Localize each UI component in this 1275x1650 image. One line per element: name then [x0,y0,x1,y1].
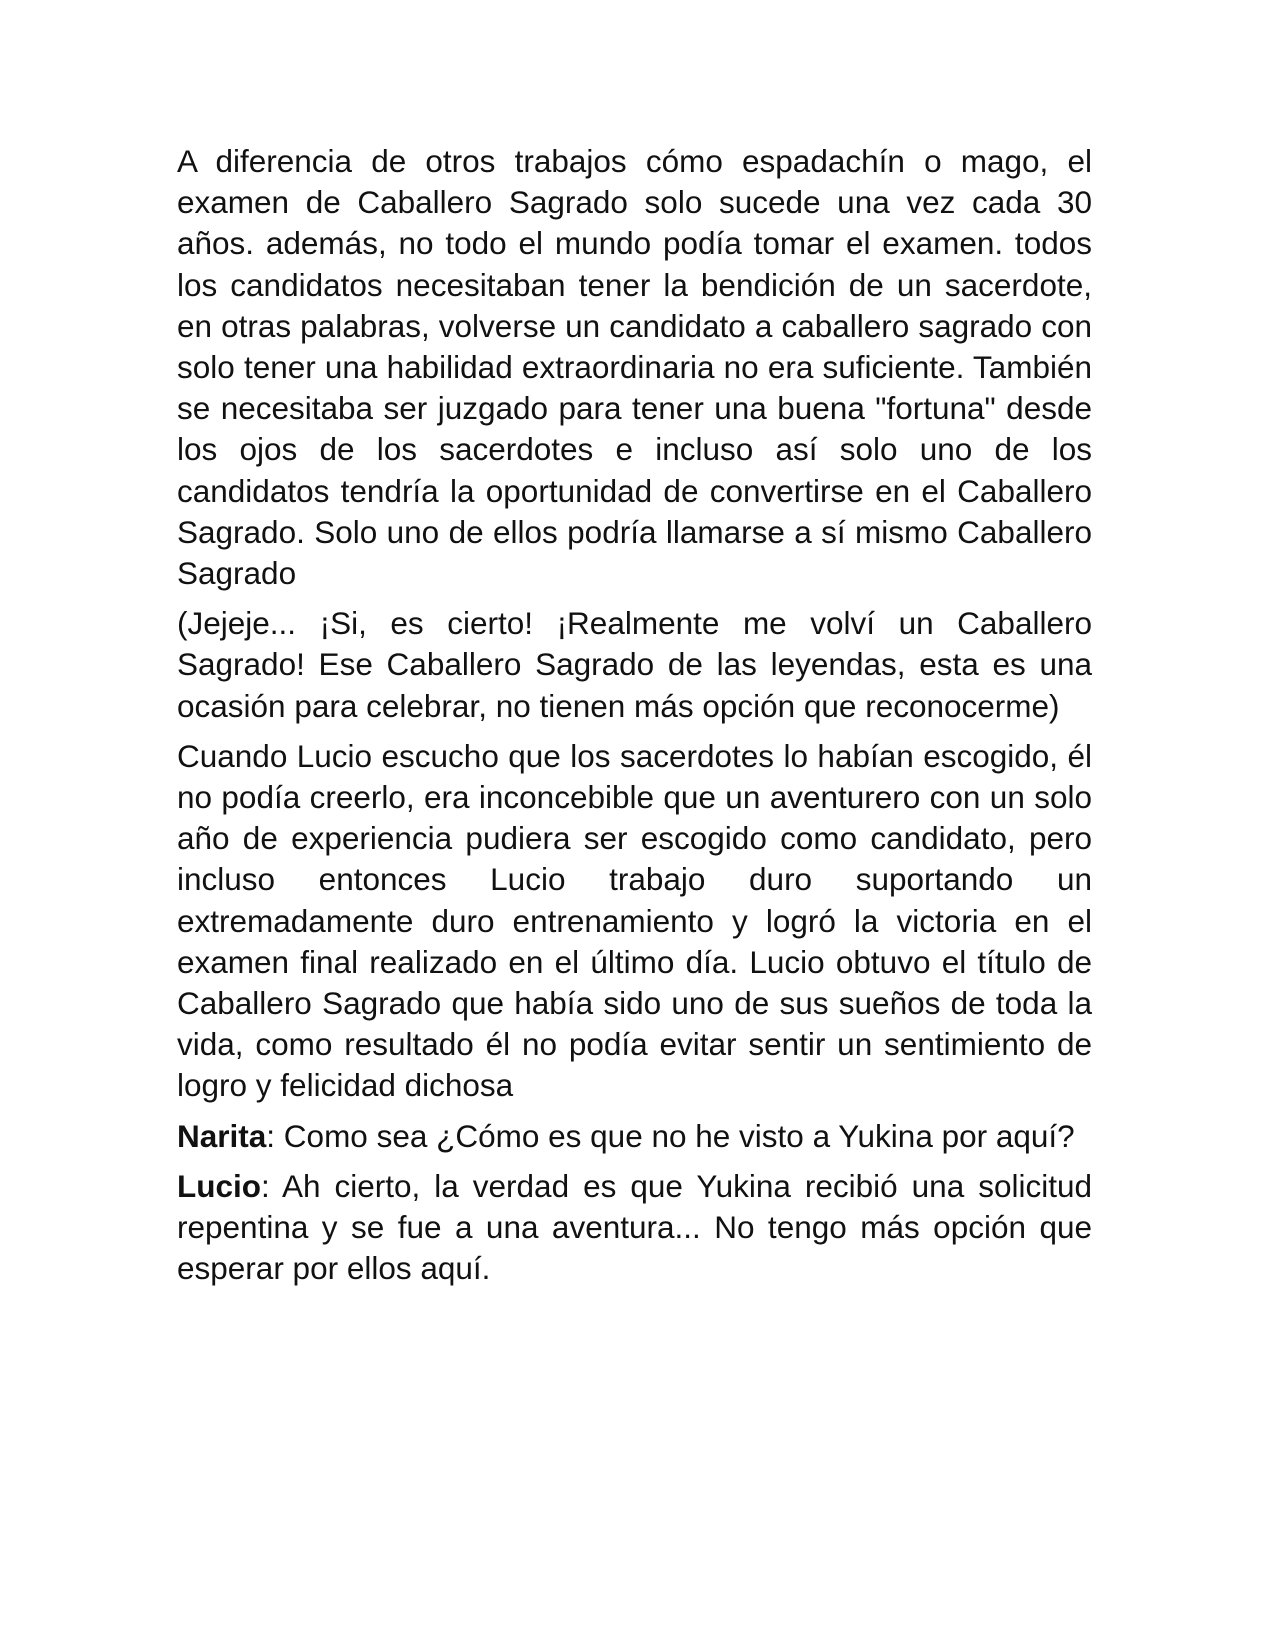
speaker-name: Lucio [177,1167,261,1204]
speaker-name: Narita [177,1117,267,1154]
dialogue-line-narita [177,1116,1092,1157]
dialogue-text: : Ah cierto, la verdad es que Yukina recibió una solicitud repentina y se fue a una aventura... No tengo más opción que esperar por ellos aquí. [177,1167,1092,1287]
narration-paragraph-2: Cuando Lucio escucho que los sacerdotes lo habían escogido, él no podía creerlo, era inconcebible que un aventurero con un solo año de experiencia pudiera ser escogido como candidato, pero incluso entonces Lucio trabajo duro suportando un extremadamente duro entrenamiento y logró la victoria en el examen final realizado en el último día. Lucio obtuvo el título de Caballero Sagrado que había sido uno de sus sueños de toda la vida, como resultado él no podía evitar sentir un sentimiento de logro y felicidad dichosa [177,737,1092,1104]
dialogue-text: : Como sea ¿Cómo es que no he visto a Yukina por aquí? [266,1117,1075,1154]
dialogue-line-lucio [177,1166,1092,1290]
thought-paragraph: (Jejeje... ¡Si, es cierto! ¡Realmente me volví un Caballero Sagrado! Ese Caballero Sagrado de las leyendas, esta es una ocasión para celebrar, no tienen más opción que reconocerme) [177,605,1092,724]
narration-paragraph-1: A diferencia de otros trabajos cómo espadachín o mago, el examen de Caballero Sagrado solo sucede una vez cada 30 años. además, no todo el mundo podía tomar el examen. todos los candidatos necesitaban tener la bendición de un sacerdote, en otras palabras, volverse un candidato a caballero sagrado con solo tener una habilidad extraordinaria no era suficiente. También se necesitaba ser juzgado para tener una buena "fortuna" desde los ojos de los sacerdotes e incluso así solo uno de los candidatos tendría la oportunidad de convertirse en el Caballero Sagrado. Solo uno de ellos podría llamarse a sí mismo Caballero Sagrado [177,143,1092,592]
document-page [177,141,1092,1298]
